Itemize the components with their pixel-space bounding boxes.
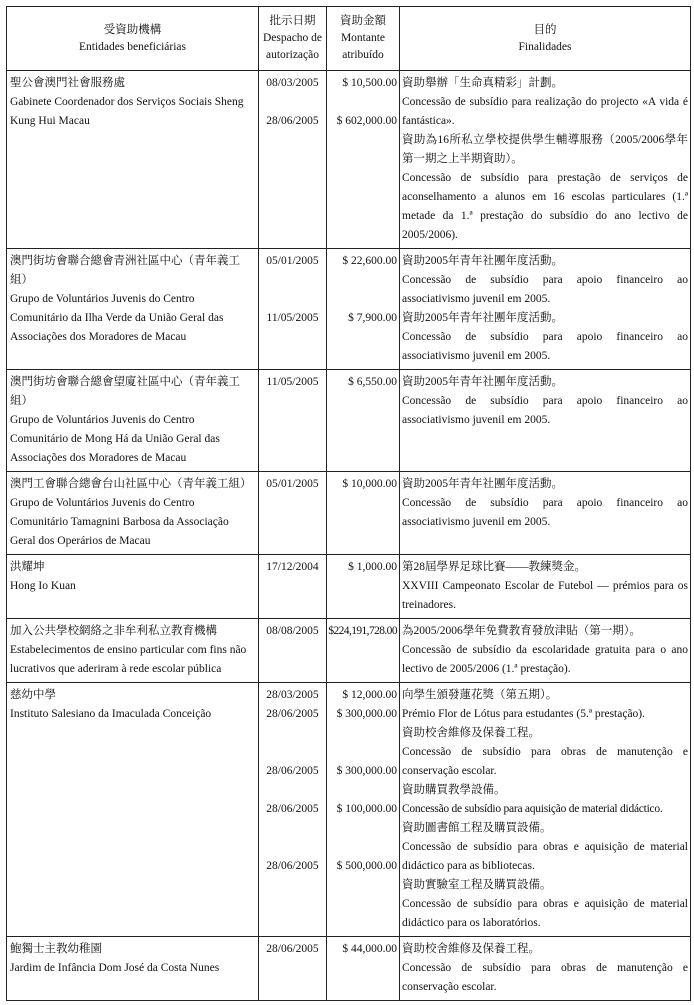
dispatch-date: 28/06/2005 bbox=[266, 943, 319, 955]
dispatch-date: 28/06/2005 bbox=[266, 765, 319, 777]
purpose-pt: Concessão de subsídio para obras de manutenção e conservação escolar. bbox=[402, 962, 688, 993]
purpose-cell bbox=[400, 555, 691, 619]
entity-name-zh: 鮑獨士主教幼稚園 bbox=[10, 943, 102, 955]
date-cell bbox=[259, 683, 327, 937]
purpose-item bbox=[402, 309, 688, 366]
purpose-zh: 資助2005年青年社團年度活動。 bbox=[402, 478, 563, 490]
purpose-pt: Concessão de subsídio para obras de manutenção e conservação escolar. bbox=[402, 746, 688, 777]
table-row bbox=[7, 472, 691, 555]
entity-name-zh: 聖公會澳門社會服務處 bbox=[10, 77, 125, 89]
entity-name-pt: Grupo de Voluntários Juvenis do Centro Comunitário Tamagnini Barbosa da Associação Geral dos Operários de Macau bbox=[10, 497, 229, 547]
subsidy-table bbox=[6, 6, 691, 1001]
header-date-pt1: Despacho de bbox=[262, 32, 323, 44]
entity-name-pt: Grupo de Voluntários Juvenis do Centro Comunitário de Mong Há da União Geral das Associações dos Moradores de Macau bbox=[10, 414, 220, 464]
table-row bbox=[7, 555, 691, 619]
purpose-zh: 為2005/2006學年免費教育發放津貼（第一期）。 bbox=[402, 625, 641, 637]
amount-value: $ 22,600.00 bbox=[342, 255, 397, 267]
dispatch-date: 08/03/2005 bbox=[266, 77, 319, 89]
date-cell bbox=[259, 71, 327, 249]
purpose-item bbox=[402, 252, 688, 309]
entity-name-pt: Jardim de Infância Dom José da Costa Nunes bbox=[10, 962, 220, 974]
entity-name-pt: Gabinete Coordenador dos Serviços Sociais Sheng Kung Hui Macau bbox=[10, 96, 244, 127]
purpose-item bbox=[402, 622, 688, 679]
header-amount-pt1: Montante bbox=[340, 32, 386, 44]
amount-cell bbox=[327, 71, 400, 249]
entity-cell bbox=[7, 71, 259, 249]
date-cell bbox=[259, 249, 327, 370]
purpose-cell bbox=[400, 249, 691, 370]
purpose-item bbox=[402, 940, 688, 997]
header-date-pt2: autorização bbox=[266, 49, 319, 61]
amount-value: $ 300,000.00 bbox=[336, 765, 397, 777]
entity-cell bbox=[7, 249, 259, 370]
header-entities-pt: Entidades beneficiárias bbox=[79, 40, 186, 53]
date-cell bbox=[259, 555, 327, 619]
table-header-row bbox=[7, 7, 691, 71]
date-cell bbox=[259, 937, 327, 1001]
amount-value: $ 1,000.00 bbox=[348, 561, 397, 573]
entity-name-zh: 加入公共學校網絡之非牟利私立教育機構 bbox=[10, 625, 217, 637]
table-row bbox=[7, 71, 691, 249]
purpose-pt: Concessão de subsídio para apoio financeiro ao associativismo juvenil em 2005. bbox=[402, 274, 688, 305]
purpose-cell bbox=[400, 472, 691, 555]
purpose-item bbox=[402, 876, 688, 933]
amount-value: $ 100,000.00 bbox=[336, 803, 397, 815]
purpose-zh: 資助實驗室工程及購買設備。 bbox=[402, 879, 552, 891]
purpose-item bbox=[402, 74, 688, 131]
header-purpose-zh: 目的 bbox=[533, 23, 557, 36]
purpose-item bbox=[402, 781, 688, 819]
amount-value: $ 10,500.00 bbox=[342, 77, 397, 89]
header-purpose bbox=[400, 7, 691, 71]
date-cell bbox=[259, 472, 327, 555]
dispatch-date: 05/01/2005 bbox=[266, 255, 319, 267]
entity-name-pt: Instituto Salesiano da Imaculada Conceição bbox=[10, 708, 212, 720]
header-date bbox=[259, 7, 327, 71]
purpose-zh: 資助為16所私立學校提供學生輔導服務（2005/2006學年第一期之上半期資助）。 bbox=[402, 134, 688, 165]
dispatch-date: 11/05/2005 bbox=[266, 376, 319, 388]
purpose-item bbox=[402, 819, 688, 876]
purpose-zh: 資助2005年青年社團年度活動。 bbox=[402, 255, 563, 267]
amount-value: $ 44,000.00 bbox=[342, 943, 397, 955]
amount-cell bbox=[327, 472, 400, 555]
entity-cell bbox=[7, 619, 259, 683]
purpose-cell bbox=[400, 937, 691, 1001]
entity-cell bbox=[7, 472, 259, 555]
amount-cell bbox=[327, 370, 400, 472]
amount-value: $ 500,000.00 bbox=[336, 860, 397, 872]
amount-cell bbox=[327, 937, 400, 1001]
entity-cell bbox=[7, 370, 259, 472]
purpose-item bbox=[402, 475, 688, 532]
amount-value: $ 10,000.00 bbox=[342, 478, 397, 490]
entity-cell bbox=[7, 555, 259, 619]
purpose-zh: 資助校舍維修及保養工程。 bbox=[402, 727, 540, 739]
table-row bbox=[7, 937, 691, 1001]
amount-cell bbox=[327, 555, 400, 619]
dispatch-date: 05/01/2005 bbox=[266, 478, 319, 490]
amount-value: $ 7,900.00 bbox=[348, 312, 397, 324]
purpose-pt: XXVIII Campeonato Escolar de Futebol — prémios para os treinadores. bbox=[402, 580, 688, 611]
entity-name-pt: Hong Io Kuan bbox=[10, 580, 76, 592]
purpose-pt: Concessão de subsídio da escolaridade gratuita para o ano lectivo de 2005/2006 (1.ª prestação). bbox=[402, 644, 688, 675]
purpose-zh: 資助舉辦「生命真精彩」計劃。 bbox=[402, 77, 563, 89]
purpose-zh: 資助購買教學設備。 bbox=[402, 784, 506, 796]
purpose-item bbox=[402, 373, 688, 430]
dispatch-date: 28/06/2005 bbox=[266, 803, 319, 815]
entity-name-pt: Grupo de Voluntários Juvenis do Centro Comunitário da Ilha Verde da União Geral das Associações dos Moradores de Macau bbox=[10, 293, 224, 343]
amount-value: $ 300,000.00 bbox=[336, 708, 397, 720]
entity-name-zh: 洪耀坤 bbox=[10, 561, 45, 573]
dispatch-date: 11/05/2005 bbox=[266, 312, 319, 324]
entity-name-zh: 澳門街坊會聯合總會望廈社區中心（青年義工組） bbox=[10, 376, 240, 407]
purpose-zh: 第28屆學界足球比賽——教練獎金。 bbox=[402, 561, 586, 573]
amount-value: $ 602,000.00 bbox=[336, 115, 397, 127]
purpose-zh: 向學生頒發蓮花獎（第五期）。 bbox=[402, 689, 558, 701]
table-row bbox=[7, 683, 691, 937]
purpose-item bbox=[402, 131, 688, 245]
dispatch-date: 28/06/2005 bbox=[266, 708, 319, 720]
header-amount-zh: 資助金額 bbox=[340, 15, 386, 27]
entity-name-zh: 慈幼中學 bbox=[10, 689, 56, 701]
entity-cell bbox=[7, 937, 259, 1001]
purpose-cell bbox=[400, 370, 691, 472]
purpose-pt: Concessão de subsídio para realização do projecto «A vida é fantástica». bbox=[402, 96, 688, 127]
entity-name-zh: 澳門工會聯合總會台山社區中心（青年義工組） bbox=[10, 478, 252, 490]
purpose-pt: Concessão de subsídio para obras e aquisição de material didáctico para os laboratórios. bbox=[402, 898, 688, 929]
date-cell bbox=[259, 619, 327, 683]
purpose-pt: Concessão de subsídio para prestação de serviços de aconselhamento a alunos em 16 escolas particulares (1.ª metade da 1.ª prestação do subsídio do ano lectivo de 2005/2006). bbox=[402, 172, 688, 241]
purpose-pt: Concessão de subsídio para obras e aquisição de material didáctico para as bibliotecas. bbox=[402, 841, 688, 872]
amount-value: $224,191,728.00 bbox=[328, 625, 397, 637]
purpose-cell bbox=[400, 71, 691, 249]
purpose-pt: Concessão de subsídio para apoio financeiro ao associativismo juvenil em 2005. bbox=[402, 497, 688, 528]
header-entities-zh: 受資助機構 bbox=[103, 23, 162, 36]
purpose-cell bbox=[400, 683, 691, 937]
amount-cell bbox=[327, 683, 400, 937]
dispatch-date: 28/06/2005 bbox=[266, 115, 319, 127]
purpose-pt: Concessão de subsídio para apoio financeiro ao associativismo juvenil em 2005. bbox=[402, 395, 688, 426]
header-amount bbox=[327, 7, 400, 71]
entity-cell bbox=[7, 683, 259, 937]
dispatch-date: 17/12/2004 bbox=[266, 561, 319, 573]
header-amount-pt2: atribuído bbox=[342, 49, 384, 61]
amount-cell bbox=[327, 249, 400, 370]
header-purpose-pt: Finalidades bbox=[518, 40, 572, 53]
subsidy-table-page bbox=[6, 6, 690, 1001]
dispatch-date: 28/03/2005 bbox=[266, 689, 319, 701]
dispatch-date: 28/06/2005 bbox=[266, 860, 319, 872]
header-date-zh: 批示日期 bbox=[269, 15, 316, 27]
purpose-zh: 資助校舍維修及保養工程。 bbox=[402, 943, 540, 955]
purpose-item bbox=[402, 686, 688, 724]
date-cell bbox=[259, 370, 327, 472]
purpose-zh: 資助圖書館工程及購買設備。 bbox=[402, 822, 552, 834]
purpose-zh: 資助2005年青年社團年度活動。 bbox=[402, 376, 563, 388]
purpose-cell bbox=[400, 619, 691, 683]
amount-value: $ 6,550.00 bbox=[348, 376, 397, 388]
amount-cell bbox=[327, 619, 400, 683]
entity-name-zh: 澳門街坊會聯合總會青洲社區中心（青年義工組） bbox=[10, 255, 240, 286]
table-row bbox=[7, 619, 691, 683]
purpose-pt: Concessão de subsídio para apoio financeiro ao associativismo juvenil em 2005. bbox=[402, 331, 688, 362]
dispatch-date: 08/08/2005 bbox=[266, 625, 319, 637]
purpose-item bbox=[402, 724, 688, 781]
purpose-pt: Prémio Flor de Lótus para estudantes (5.ª prestação). bbox=[402, 708, 646, 720]
amount-value: $ 12,000.00 bbox=[342, 689, 397, 701]
purpose-item bbox=[402, 558, 688, 615]
header-entities bbox=[7, 7, 259, 71]
purpose-pt: Concessão de subsídio para aquisição de material didáctico. bbox=[402, 803, 663, 815]
table-row bbox=[7, 370, 691, 472]
entity-name-pt: Estabelecimentos de ensino particular com fins não lucrativos que aderiram à rede escolar pública bbox=[10, 644, 247, 675]
table-row bbox=[7, 249, 691, 370]
purpose-zh: 資助2005年青年社團年度活動。 bbox=[402, 312, 563, 324]
